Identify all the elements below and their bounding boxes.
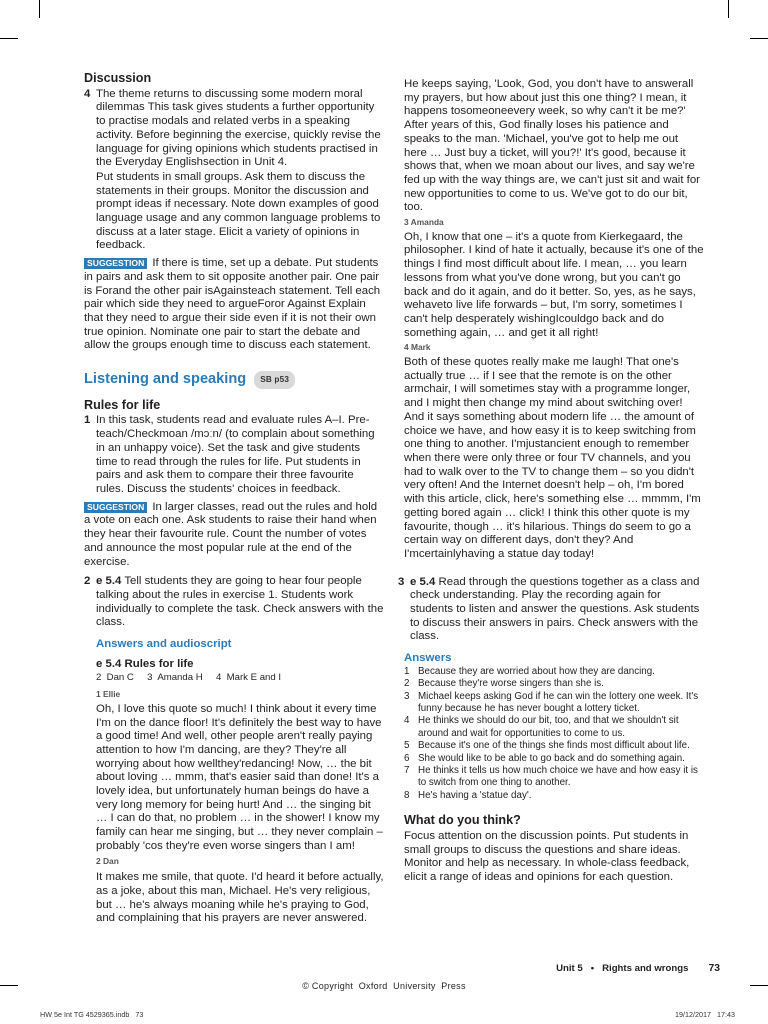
answer-item	[404, 715, 704, 740]
answer-text: He's having a 'statue day'.	[418, 789, 532, 801]
file-info: HW 5e Int TG 4529365.indb 73	[40, 1010, 144, 1019]
audio-icon: e	[96, 657, 103, 670]
section-title-row	[84, 371, 384, 389]
answer-text: She would like to be able to go back and do something again.	[418, 752, 685, 764]
audio-title-row	[84, 658, 384, 672]
answer-item	[404, 691, 704, 716]
answer-number: 4	[404, 715, 410, 727]
answers-line: 2 Dan C 3 Amanda H 4 Mark E and I	[96, 672, 282, 684]
answers-list	[404, 666, 704, 802]
footer-bullet: •	[590, 963, 595, 974]
answer-text: Michael keeps asking God if he can win the lottery one week. It's funny because he has never bought a lottery ticket.	[418, 690, 699, 715]
audio-icon: e	[96, 575, 103, 588]
exercise-4	[84, 88, 384, 253]
speaker-label: 2 Dan	[96, 855, 119, 866]
speaker-label: 1 Ellie	[96, 689, 121, 700]
answer-number: 8	[404, 789, 410, 801]
audio-track-number: 5.4	[105, 575, 122, 588]
answers-audioscript-heading: Answers and audioscript	[96, 638, 232, 651]
dan-text-continued: He keeps saying, 'Look, God, you don't have to answerall my prayers, but how about just this one thing? I mean, it happens tosomeoneevery week, so why can't it be me?' After years of this, God finally loses his patience and speaks to the man. 'Michael, you've got to help me out here … Just buy a ticket, will you?!' It's good, because it shows that, when we moan about our lives, and say we're fed up with the way things are, we can't just sit and wait for new opportunities to come to us. We've got to do our bit, too.	[404, 78, 700, 214]
exercise-4-paragraph-1: The theme returns to discussing some modern moral dilemmas This task gives students a further opportunity to practise modals and related verbs in a speaking activity. Before beginning the exercise, quickly revise the language for giving opinions which students practised in the Everyday Englishsection in Unit 4.	[96, 87, 381, 169]
unit-title: Rights and wrongs	[602, 963, 689, 974]
crop-mark-top-right	[728, 0, 729, 18]
suggestion-1-text: If there is time, set up a debate. Put students in pairs and ask them to sit opposite another pair. One pair is Forand the other pair isAgainsteach statement. Tell each pair which side they need to argueForor Against Explain that they need to argue their side even if it is not their own true opinion. Nominate one pair to start the debate and allow the groups enough time to discuss each statement.	[84, 257, 381, 352]
exercise-number: 2	[84, 575, 91, 588]
date-info: 19/12/2017 17:43	[675, 1010, 735, 1019]
answer-item	[404, 765, 704, 790]
audio-track-number: 5.4	[419, 575, 436, 588]
exercise-1	[84, 414, 384, 496]
dan-text: It makes me smile, that quote. I'd heard it before actually, as a joke, about this man, Michael. He's very religious, but … he's always moaning while he's praying to God, and complaining that his prayers are never answered.	[96, 871, 384, 925]
page-number: 73	[708, 963, 720, 974]
suggestion-2-text: In larger classes, read out the rules and hold a vote on each one. Ask students to raise their hand when they hear their favourite rule. Count the number of votes and announce the most popular rule at the end of the exercise.	[84, 500, 378, 568]
answer-item	[404, 753, 704, 765]
mark-text: Both of these quotes really make me laugh! That one's actually true … if I see that the remote is on the other armchair, I will sometimes stay with a programme longer, and I might then change my mind about switching over! And it says something about modern life … the amount of choice we have, and how easy it is to keep switching from one thing to another. I'mjustancient enough to remember when there were only three or four TV channels, and you had to walk over to the TV to change them – so you didn't very often! And the Internet doesn't help – oh, I'm bored with this article, click, here's something else … mmmm, I'm getting bored again … click! I think this other quote is my favourite, though … it's hilarious. Things do seem to go a certain way on different days, don't they? And I'mcertainlyhaving a statue day today!	[404, 356, 701, 560]
answer-item	[404, 740, 704, 752]
answers-heading: Answers	[404, 652, 452, 665]
answer-number: 6	[404, 752, 410, 764]
answer-text: Because they're worse singers than she is.	[418, 678, 604, 690]
suggestion-2	[84, 501, 384, 570]
exercise-2	[84, 575, 384, 630]
exercise-2-text: Tell students they are going to hear four people talking about the rules in exercise 1. Students work individually to complete the task. Check answers with the class.	[96, 575, 384, 629]
answer-number: 5	[404, 740, 410, 752]
suggestion-1	[84, 257, 384, 353]
unit-label: Unit 5	[556, 963, 583, 974]
exercise-3-text: Read through the questions together as a class and check understanding. Play the recording again for students to listen and answer the questions. Ask students to discuss their answers in pairs. Check answers with the class.	[410, 575, 700, 643]
amanda-text: Oh, I know that one – it's a quote from Kierkegaard, the philosopher. I kind of hate it actually, because it's one of the things I find most difficult about life. I mean, … you learn lessons from what you've done wrong, but you can't go back and do it again, and do it better. So, yes, as he says, wehaveto live life forwards – but, I'm sorry, sometimes I can't help desperately wishingIcouldgo back and do something again, … and get it all right!	[404, 230, 704, 339]
exercise-1-text: In this task, students read and evaluate rules A–I. Pre-teach/Checkmoan /mɔːn/ (to complain about something in an unhappy voice). Set the task and give students time to read through the rules for life. Put students in pairs and ask them to compare their three favourite rules. Discuss the students' choices in feedback.	[96, 414, 375, 495]
answer-text: He thinks we should do our bit, too, and that we shouldn't sit around and wait for opportunities to come to us.	[418, 715, 679, 739]
section-title: Listening and speaking	[84, 371, 247, 388]
left-column	[84, 72, 384, 926]
exercise-number: 3	[398, 575, 405, 588]
running-footer	[556, 963, 720, 974]
exercise-number: 4	[84, 87, 91, 100]
right-column	[398, 78, 704, 885]
what-do-you-think-heading: What do you think?	[404, 813, 521, 828]
exercise-2-body	[96, 575, 384, 630]
audio-track-number: 5.4	[105, 657, 122, 670]
ellie-text: Oh, I love this quote so much! I think about it every time I'm on the dance floor! It's definitely the best way to have a good time! And well, other people aren't really paying attention to how I'm dancing, are they? They're all worrying about how wellthey'redancing! Now, … the bit about loving … mmm, that's easier said than done! It's a lovely idea, but unfortunately human beings do have a very long memory for being hurt! And … the singing bit … I can do that, no problem … in the shower! I know my family can hear me singing, but … they never complain – probably 'cos they're even worse singers than I am!	[96, 702, 383, 852]
crop-mark-top-left	[39, 0, 40, 18]
discussion-heading: Discussion	[84, 71, 152, 85]
exercise-3-body	[410, 576, 704, 645]
answer-text: Because it's one of the things she finds most difficult about life.	[418, 740, 690, 752]
student-book-page-badge: SB p53	[254, 371, 295, 389]
answer-number: 1	[404, 665, 410, 677]
answer-number: 7	[404, 765, 410, 777]
rules-heading: Rules for life	[84, 397, 161, 412]
suggestion-tag: SUGGESTION	[84, 502, 147, 513]
crop-mark-left-top	[0, 38, 18, 39]
answer-item	[404, 678, 704, 690]
answer-number: 3	[404, 690, 410, 702]
what-do-you-think-text: Focus attention on the discussion points. Put students in small groups to discuss the questions and share ideas. Monitor and help as necessary. In whole-class feedback, elicit a range of ideas and opinions for each question.	[404, 830, 690, 884]
answer-text: Because they are worried about how they are dancing.	[418, 665, 655, 677]
speaker-label: 3 Amanda	[404, 217, 444, 228]
speaker-label: 4 Mark	[404, 342, 431, 353]
copyright-notice: © Copyright Oxford University Press	[302, 981, 466, 991]
exercise-number: 1	[84, 414, 91, 427]
exercise-4-paragraph-2: Put students in small groups. Ask them to discuss the statements in their groups. Monitor the discussion and prompt ideas if necessary. Note down examples of good language usage and any common language problems to discuss at a later stage. Elicit a variety of opinions in feedback.	[96, 170, 381, 252]
answer-number: 2	[404, 678, 410, 690]
answer-item	[404, 666, 704, 678]
audio-icon: e	[410, 575, 417, 588]
exercise-3	[398, 576, 704, 645]
suggestion-tag: SUGGESTION	[84, 258, 147, 269]
crop-mark-right-top	[750, 38, 768, 39]
answer-text: He thinks it tells us how much choice we have and how easy it is to switch from one thing to another.	[418, 765, 698, 789]
answer-item	[404, 790, 704, 802]
audio-title: Rules for life	[124, 657, 194, 670]
